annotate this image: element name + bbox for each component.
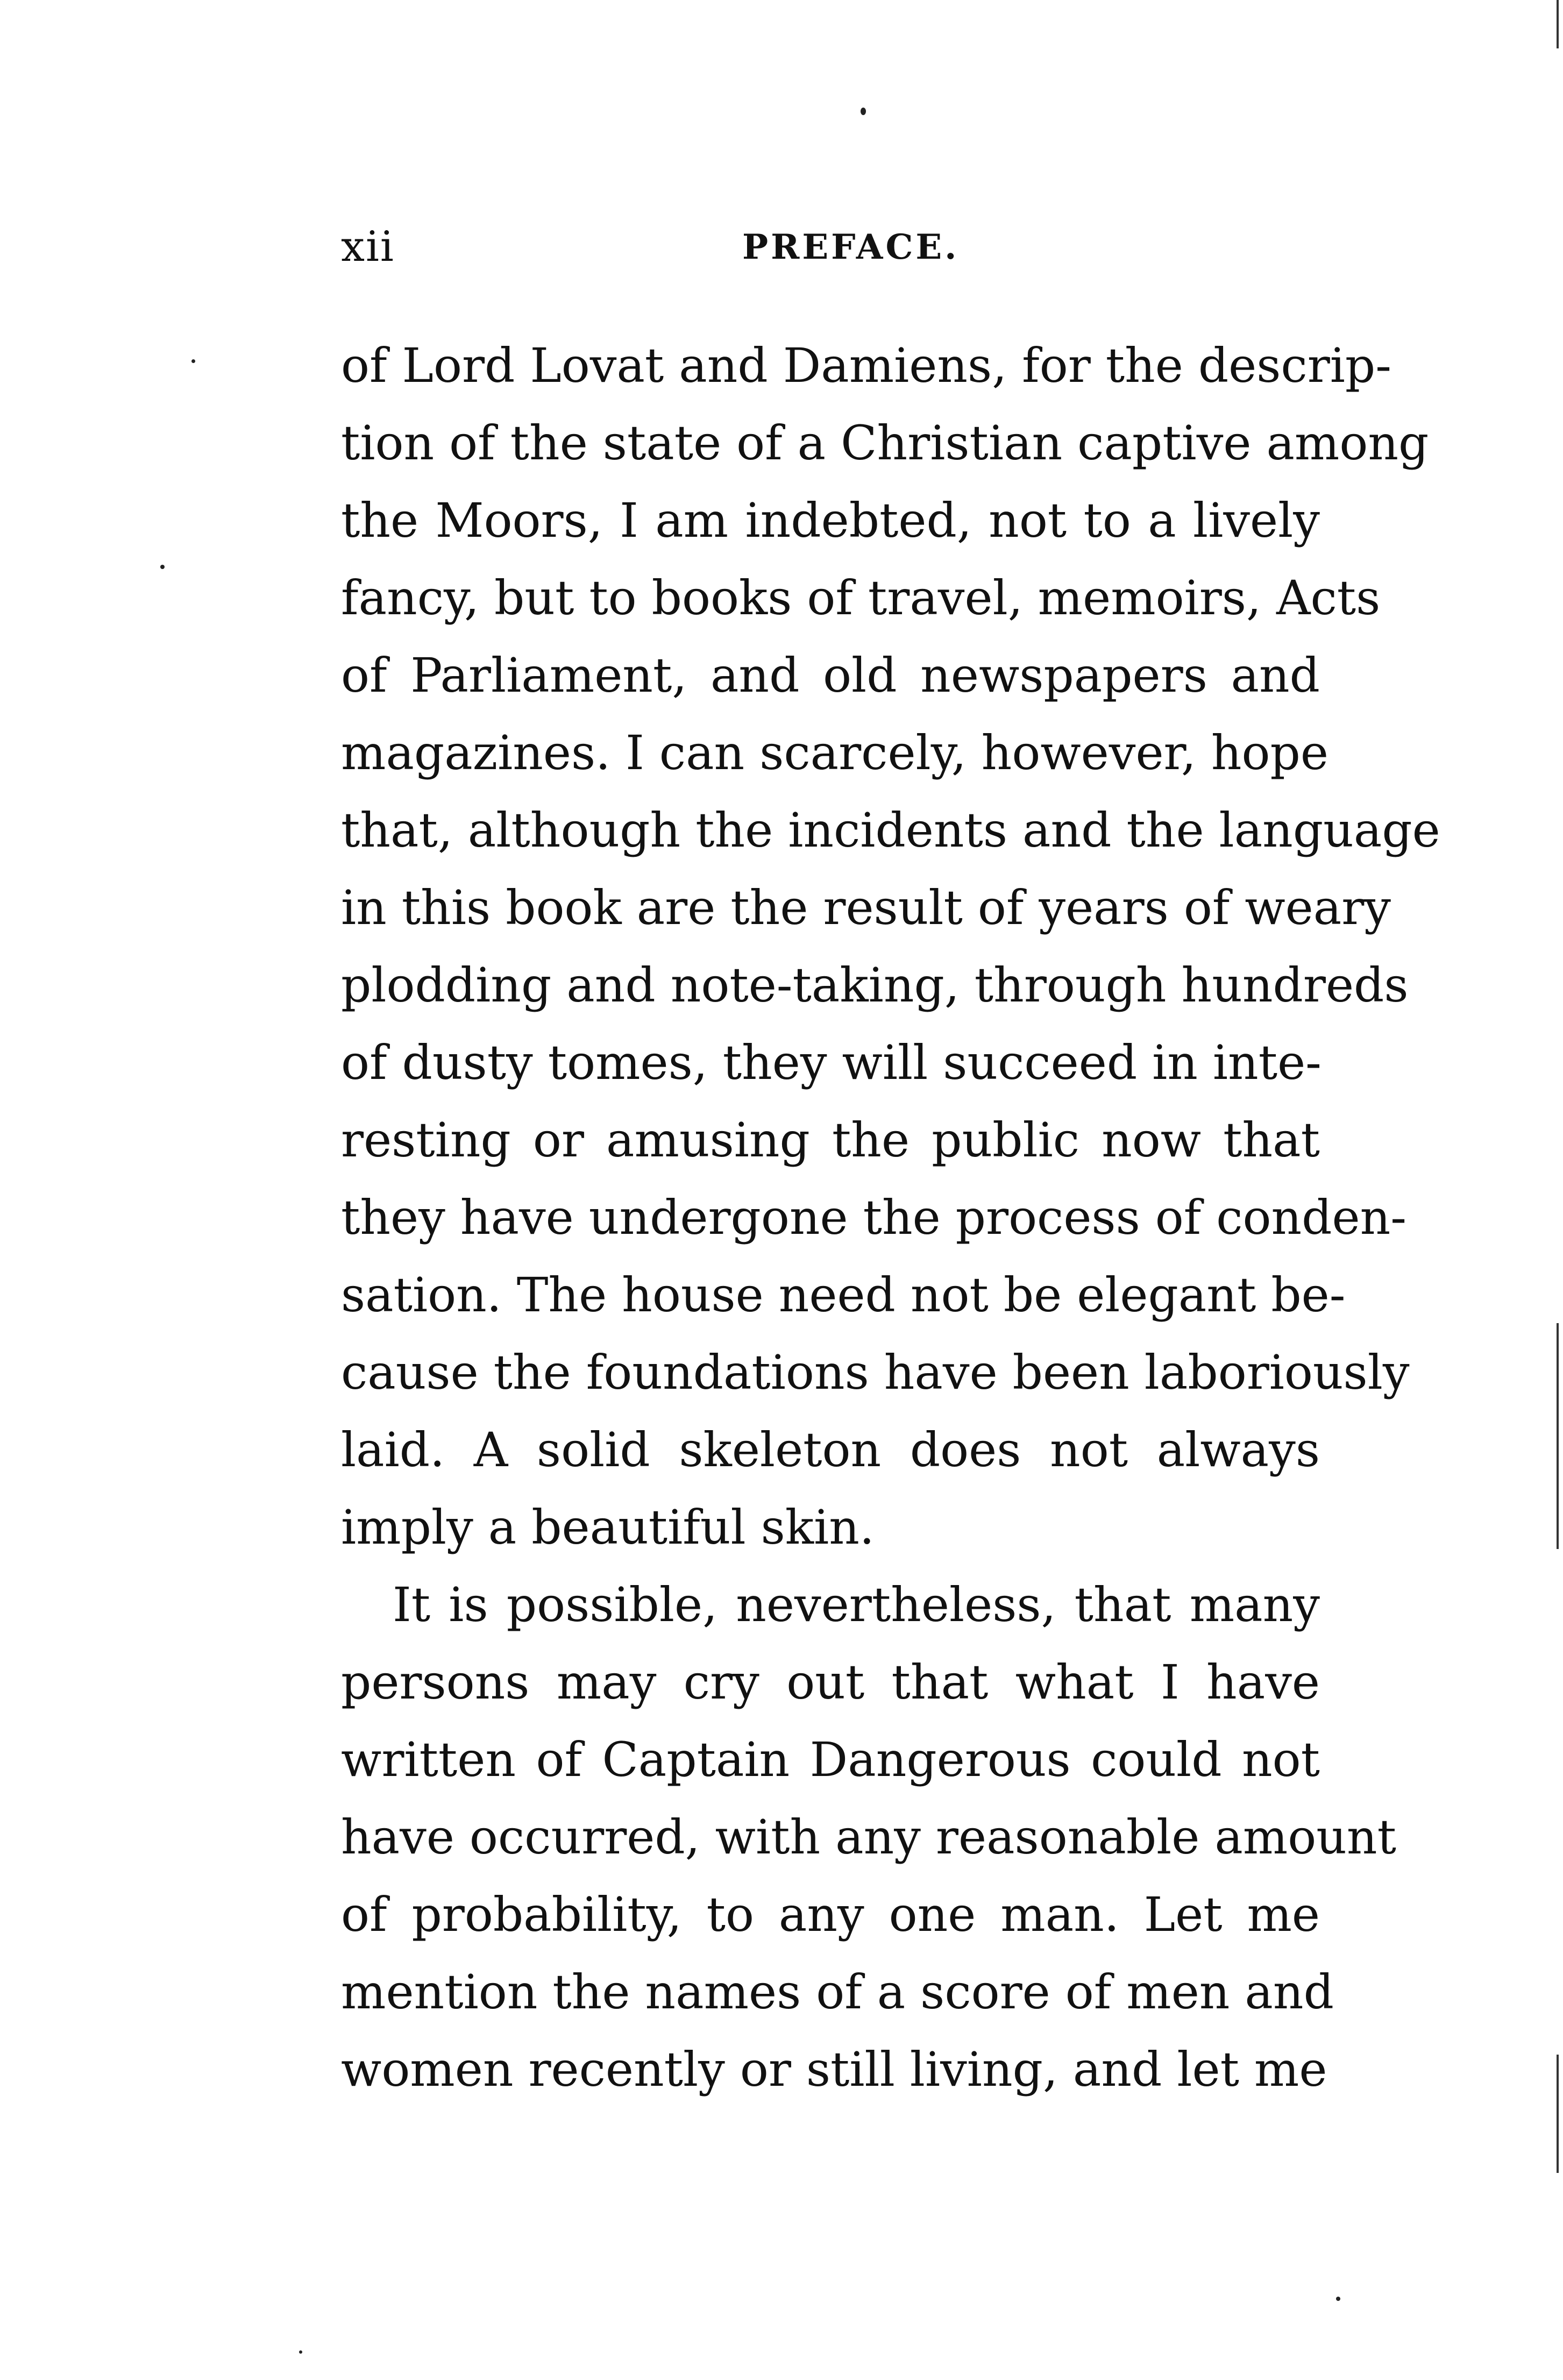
text-line: magazines. I can scarcely, however, hope (341, 725, 1328, 780)
text-line: laid. A solid skeleton does not always (341, 1422, 1320, 1477)
text-line: in this book are the result of years of weary (341, 880, 1391, 935)
scan-speck (1336, 2297, 1340, 2301)
text-line: sation. The house need not be elegant be- (341, 1267, 1346, 1323)
text-line: tion of the state of a Christian captive among (341, 415, 1429, 471)
text-line: they have undergone the process of conden- (341, 1190, 1406, 1245)
scan-speck (191, 359, 195, 363)
page-edge-shadow (1557, 0, 1559, 48)
text-line: imply a beautiful skin. (341, 1500, 875, 1555)
text-line: the Moors, I am indebted, not to a lively (341, 493, 1320, 548)
text-line: cause the foundations have been laboriously (341, 1345, 1410, 1400)
text-line: of probability, to any one man. Let me (341, 1887, 1320, 1942)
text-line: plodding and note-taking, through hundreds (341, 957, 1409, 1013)
text-line: of Parliament, and old newspapers and (341, 648, 1320, 703)
scan-speck (861, 108, 866, 115)
text-line: of Lord Lovat and Damiens, for the descrip- (341, 338, 1391, 393)
text-line: It is possible, nevertheless, that many (393, 1577, 1320, 1632)
page-header (341, 215, 1320, 285)
page-number: xii (341, 223, 395, 271)
text-line: fancy, but to books of travel, memoirs, Acts (341, 570, 1381, 626)
text-line: have occurred, with any reasonable amount (341, 1809, 1396, 1865)
text-line: mention the names of a score of men and (341, 1964, 1334, 2020)
text-line: persons may cry out that what I have (341, 1654, 1320, 1710)
paragraph-1 (341, 327, 1440, 1566)
scan-speck (299, 2350, 302, 2354)
preface-body (341, 327, 1440, 2108)
page-edge-shadow (1557, 2055, 1559, 2173)
paragraph-2 (341, 1566, 1396, 2108)
scan-speck (160, 565, 165, 569)
text-line: women recently or still living, and let me (341, 2042, 1327, 2097)
text-line: of dusty tomes, they will succeed in inte- (341, 1035, 1322, 1090)
text-line: that, although the incidents and the language (341, 802, 1440, 858)
running-head: PREFACE. (742, 227, 960, 267)
text-line: written of Captain Dangerous could not (341, 1732, 1320, 1787)
text-line: resting or amusing the public now that (341, 1112, 1320, 1168)
page-edge-shadow (1557, 1323, 1559, 1549)
